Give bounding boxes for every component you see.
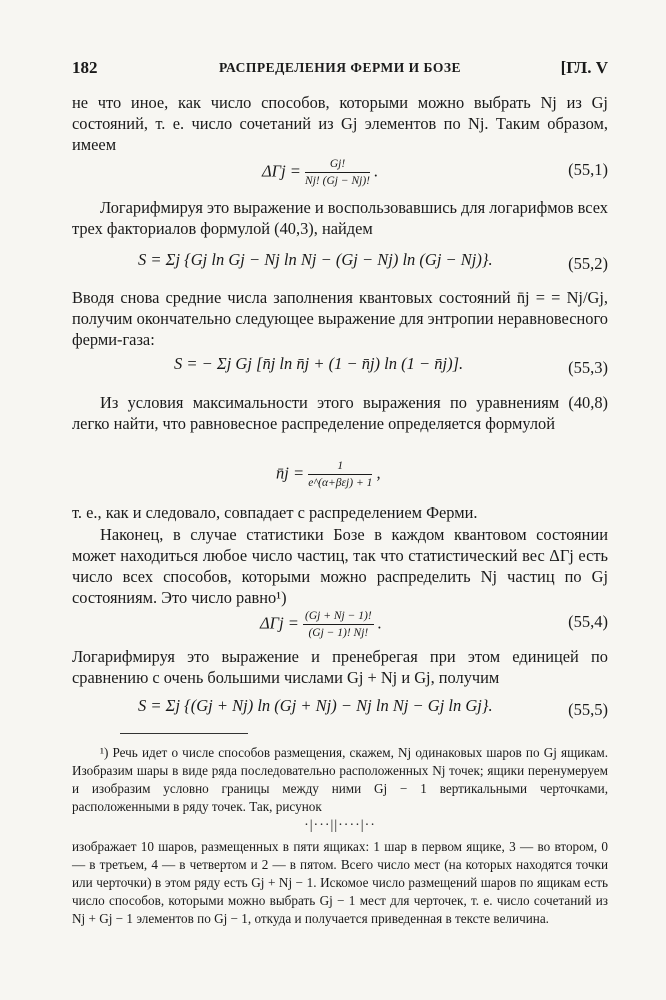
paragraph-5: т. е., как и следовало, совпадает с распределением Ферми. — [72, 503, 478, 522]
eq4-denominator: e^(α+βεj) + 1 — [308, 477, 373, 489]
eq3-expression: S = − Σj Gj [n̄j ln n̄j + (1 − n̄j) ln (1 − n̄j)]. — [174, 354, 464, 373]
eq2-expression: S = Σj {Gj ln Gj − Nj ln Nj − (Gj − Nj) ln (Gj − Nj)}. — [138, 250, 493, 269]
eq2-number: (55,2) — [568, 254, 608, 273]
paragraph-1: не что иное, как число способов, которыми можно выбрать Nj из Gj состояний, т. е. число сочетаний из Gj элементов по Nj. Таким образом, имеем — [72, 93, 608, 154]
paragraph-3: Вводя снова средние числа заполнения квантовых состояний n̄j = = Nj/Gj, получим окончательно следующее выражение для энтропии неравновесного ферми-газа: — [72, 288, 608, 349]
equation-55-3 — [72, 348, 608, 384]
equation-55-5 — [72, 690, 608, 726]
chapter-label: [ГЛ. V — [560, 58, 608, 77]
eq5-fraction — [303, 608, 374, 641]
eq4-tail: , — [376, 463, 381, 483]
equation-55-4 — [72, 602, 608, 638]
paragraph-2: Логарифмируя это выражение и воспользовавшись для логарифмов всех трех факториалов формулой (40,3), найдем — [72, 198, 608, 238]
eq4-numerator: 1 — [308, 458, 372, 475]
footnote-divider — [120, 733, 248, 734]
running-title: РАСПРЕДЕЛЕНИЯ ФЕРМИ И БОЗЕ — [219, 60, 461, 75]
eq5-lhs: ΔΓj = — [260, 613, 299, 633]
eq5-numerator: (Gj + Nj − 1)! — [303, 608, 374, 625]
eq1-tail: . — [374, 161, 379, 181]
eq3-number: (55,3) — [568, 358, 608, 377]
eq1-fraction — [305, 156, 370, 189]
eq5-number: (55,4) — [568, 612, 608, 631]
paragraph-4: Из условия максимальности этого выражения по уравнениям (40,8) легко найти, что равновесное распределение определяется формулой — [72, 393, 608, 433]
footnote-text-1: ¹) Речь идет о числе способов размещения, скажем, Nj одинаковых шаров по Gj ящикам. Изобразим шары в виде ряда последовательно расположенных Nj точек; ящики перенумеруем и изобразим условно границы между ними Gj − 1 вертикальными черточками, расположенными в ряду точек. Так, рисунок — [72, 745, 608, 814]
equation-55-2 — [72, 244, 608, 280]
eq6-expression: S = Σj {(Gj + Nj) ln (Gj + Nj) − Nj ln Nj − Gj ln Gj}. — [138, 696, 493, 715]
paragraph-7: Логарифмируя это выражение и пренебрегая при этом единицей по сравнению с очень большими числами Gj + Nj и Gj, получим — [72, 647, 608, 687]
eq1-denominator: Nj! (Gj − Nj)! — [305, 175, 370, 187]
eq5-tail: . — [377, 613, 382, 633]
equation-fermi — [72, 452, 608, 496]
eq1-numerator: Gj! — [305, 156, 370, 173]
eq4-lhs: n̄j = — [276, 463, 305, 483]
footnote-text-2: изображает 10 шаров, размещенных в пяти ящиках: 1 шар в первом ящике, 3 — во втором, 0 — в третьем, 4 — в четвертом и 2 — в пятом. Всего число мест (на которых находятся точки или черточки) в этом ряду есть Gj + Nj − 1. Искомое число размещений шаров по ящикам есть число способов, которыми можно выбрать Gj − 1 мест для черточек, т. е. число сочетаний из Nj + Gj − 1 элементов по Gj − 1, откуда и получается приведенная в тексте величина. — [72, 839, 608, 926]
eq1-lhs: ΔΓj = — [262, 161, 301, 181]
equation-55-1 — [72, 150, 608, 186]
eq5-denominator: (Gj − 1)! Nj! — [308, 627, 369, 639]
page-number: 182 — [72, 58, 98, 77]
paragraph-6: Наконец, в случае статистики Бозе в каждом квантовом состоянии может находиться любое число частиц, так что статистический вес ΔΓj есть число всех способов, которыми можно распределить Nj частиц по Gj состояниям. Это число равно¹) — [72, 525, 608, 607]
eq1-number: (55,1) — [568, 160, 608, 179]
eq4-fraction — [308, 458, 372, 491]
footnote-dots-figure: ·|···||····|·· — [304, 818, 376, 833]
eq6-number: (55,5) — [568, 700, 608, 719]
running-header — [72, 58, 608, 82]
